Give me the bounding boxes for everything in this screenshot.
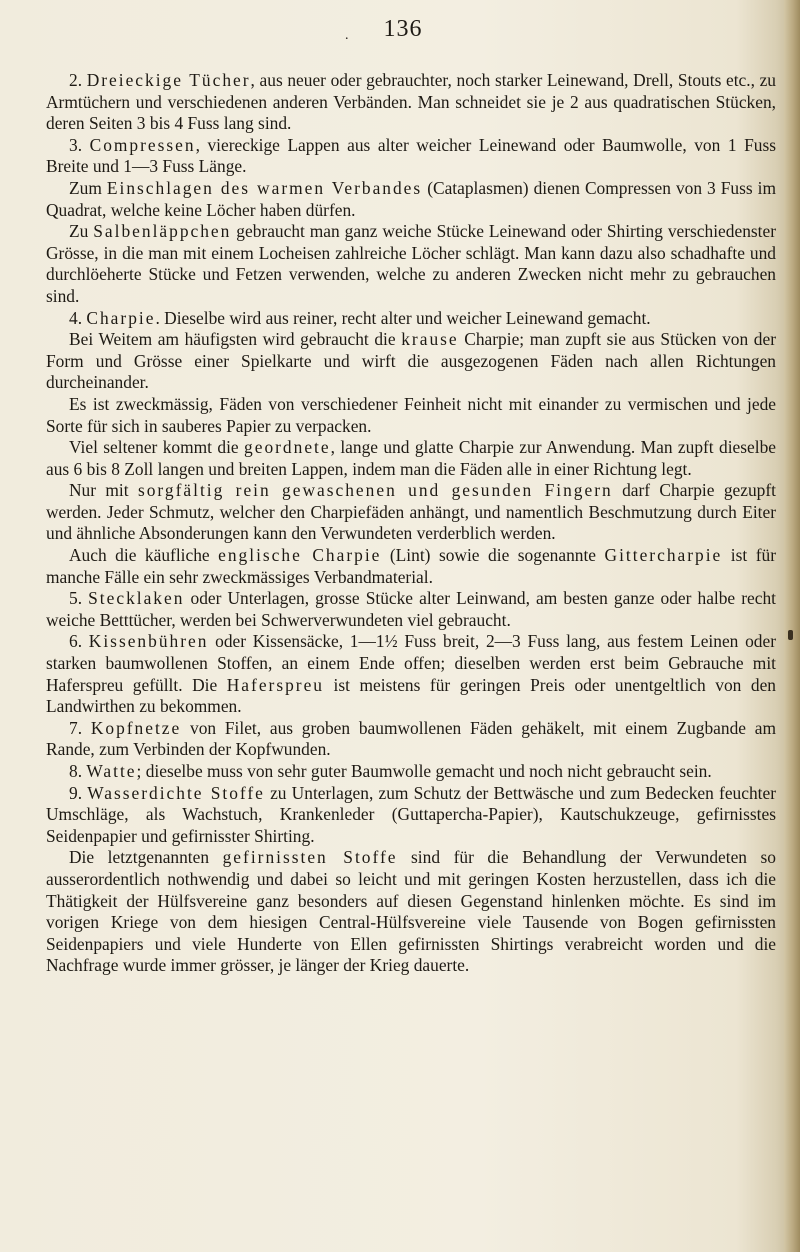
spaced-term: sorgfältig rein gewaschenen und gesunden Fingern [137,480,613,501]
text-run: Zum [69,177,107,198]
page-number: 136 [383,16,423,42]
spaced-term: Kopfnetze [90,717,182,738]
spaced-term: Salbenläppchen [93,221,232,242]
text-run: Bei Weitem am häufigsten wird gebraucht die [69,329,402,350]
paragraph [46,70,776,135]
margin-mark [788,630,793,640]
paragraph [46,545,776,588]
paragraph [46,480,776,545]
spaced-term: Stecklaken [88,588,185,609]
text-run: Die letztgenannten [69,847,223,868]
paragraph [46,394,776,437]
spaced-term: Compressen [89,134,196,155]
text-run: zu Unterlagen, zum Schutz der Bettwäsche und zum Bedecken feuchter Umschläge, als Wachstuch, Krankenleder (Guttapercha-Papier), Kautschukzeuge, gefirnisstes Seidenpapier und gefirnisster Shirting. [46,782,776,846]
paragraph [46,135,776,178]
spaced-term: Kissenbühren [88,631,209,652]
paragraph [46,847,776,977]
text-run: 4. [69,307,87,328]
text-run: darf Charpie gezupft werden. Jeder Schmutz, welcher den Charpiefäden anhängt, und namentlich Beschmutzung durch Eiter und ähnliche Absonderungen kann den Verwundeten verderblich werden. [46,480,776,544]
text-run: oder Kissensäcke, 1—1½ Fuss breit, 2—3 Fuss lang, aus festem Leinen oder starken baumwollenen Stoffen, an einem Ende offen; dieselben werden erst beim Gebrauche mit Haferspreu gefüllt. Die [46,631,776,695]
paragraph [46,631,776,717]
page-edge-shadow [784,0,800,1252]
text-run: 9. [69,782,88,803]
text-run: ist meistens für geringen Preis oder unentgeltlich von den Landwirthen zu bekommen. [46,674,776,717]
text-run: (Cataplasmen) dienen Compressen von 3 Fuss im Quadrat, welche keine Löcher haben dürfen. [46,177,776,220]
text-run: , lange und glatte Charpie zur Anwendung. Man zupft dieselbe aus 6 bis 8 Zoll langen und breiten Lappen, indem man die Fäden alle in einer Richtung legt. [46,437,776,479]
body-text [46,70,776,977]
paragraph [46,718,776,761]
spaced-term: Einschlagen des warmen Verbandes [106,177,423,198]
text-run: ; dieselbe muss von sehr guter Baumwolle gemacht und noch nicht gebraucht sein. [136,761,712,781]
text-run: Charpie; man zupft sie aus Stücken von der Form und Grösse einer Spielkarte und wirft die ausgezogenen Fäden nach allen Richtungen durcheinander. [46,329,776,393]
spaced-term: geordnete [244,437,331,458]
spaced-term: Wasserdichte Stoffe [87,782,265,803]
text-run: . Dieselbe wird aus reiner, recht alter und weicher Leinewand gemacht. [155,307,651,328]
spaced-term: krause [401,329,459,350]
paragraph [46,588,776,631]
text-run: , aus neuer oder gebrauchter, noch starker Leinewand, Drell, Stouts etc., zu Armtüchern und verschiedenen anderen Verbänden. Man schneidet sie je 2 aus quadratischen Stücken, deren Seiten 3 bis 4 Fuss lang sind. [46,70,777,134]
text-run: oder Unterlagen, grosse Stücke alter Leinwand, am besten ganze oder halbe recht weiche Betttücher, werden bei Schwerverwundeten viel gebraucht. [46,588,776,630]
text-run: Es ist zweckmässig, Fäden von verschiedener Feinheit nicht mit einander zu vermischen und jede Sorte für sich in sauberes Papier zu verpacken. [46,393,776,436]
text-run: 2. [69,70,87,90]
spaced-term: Gittercharpie [604,545,723,566]
text-run: von Filet, aus groben baumwollenen Fäden gehäkelt, mit einem Zugbande am Rande, zum Verbinden der Kopfwunden. [46,717,777,760]
text-run: (Lint) sowie die sogenannte [381,545,605,566]
text-run: 5. [69,588,89,609]
stray-dot: . [345,28,349,43]
paragraph [46,178,776,221]
spaced-term: englische Charpie [218,545,382,566]
spaced-term: Charpie [86,307,156,328]
spaced-term: gefirnissten Stoffe [222,847,398,868]
text-run: sind für die Behandlung der Verwundeten so ausserordentlich nothwendig und dabei so leicht und mit geringen Kosten herzustellen, dass ich die Thätigkeit der Hülfsvereine ganz besonders auf diesen Gegenstand hinlenken möchte. Es sind im vorigen Kriege von dem hiesigen Central-Hülfsvereine viele Tausende von Bogen gefirnissten Seidenpapiers und viele Hunderte von Ellen gefirnissten Shirtings verabreicht worden und die Nachfrage wurde immer grösser, je länger der Krieg dauerte. [46,847,776,976]
spaced-term: Dreieckige Tücher [86,70,251,90]
text-run: 8. [69,761,87,781]
text-run: ist für manche Fälle ein sehr zweckmässiges Verbandmaterial. [46,545,776,587]
text-run: Viel seltener kommt die [69,437,245,458]
text-run: 6. [69,631,89,652]
paragraph [46,329,776,394]
text-run: Auch die käufliche [69,545,219,566]
text-run: , viereckige Lappen aus alter weicher Leinewand oder Baumwolle, von 1 Fuss Breite und 1—3 Fuss Länge. [46,134,776,177]
text-run: Nur mit [69,480,138,501]
text-run: Zu [69,221,94,242]
text-run: gebraucht man ganz weiche Stücke Leinewand oder Shirting verschiedenster Grösse, in die man mit einem Locheisen zahlreiche Löcher schlägt. Man kann dazu also schadhafte und durchlöeherte Stücke und Fetzen verwenden, welche zu anderen Zwecken nicht mehr zu gebrauchen sind. [46,221,776,306]
paragraph [46,761,776,783]
paragraph [46,783,776,848]
text-run: 3. [69,134,90,155]
text-run: 7. [69,717,91,738]
paragraph [46,437,776,480]
paragraph [46,308,776,330]
spaced-term: Haferspreu [226,674,324,695]
spaced-term: Watte [86,761,137,781]
paragraph [46,221,776,307]
